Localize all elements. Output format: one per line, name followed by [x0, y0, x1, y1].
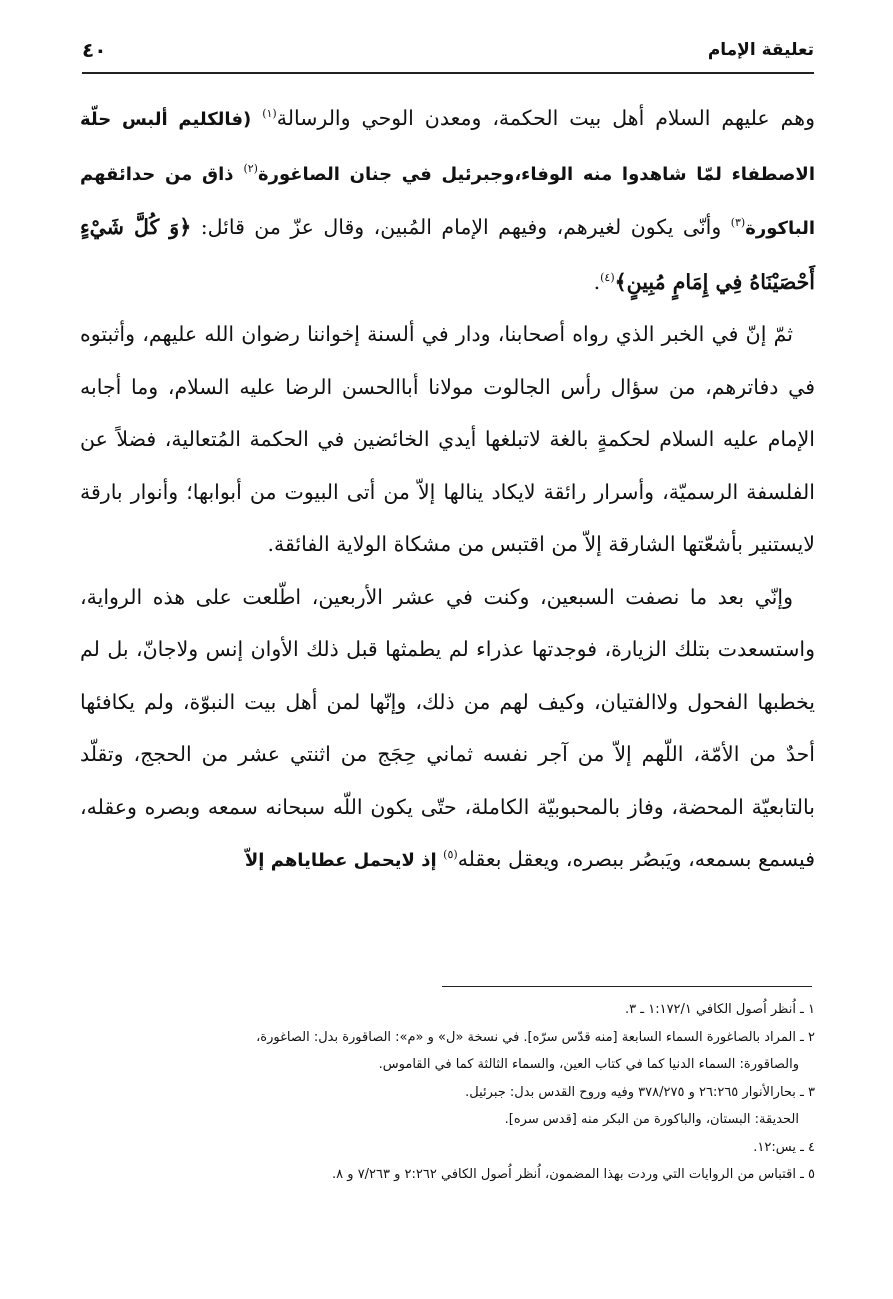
footnote-ref: (٥)	[443, 848, 458, 862]
main-text	[80, 92, 815, 888]
footnote-4: ٤ ـ يس:١٢.	[753, 1139, 815, 1155]
footnote-ref: (١)	[262, 107, 277, 121]
paragraph-2: ثمّ إنّ في الخبر الذي رواه أصحابنا، ودار في ألسنة إخواننا رضوان الله عليهم، وأثبتوه في دفاترهم، من سؤال رأس الجالوت مولانا أباالحسن الرضا عليه السلام، وما أجابه الإمام عليه السلام لحكمةٍ بالغة لاتبلغها أيدي الخائضين في الحكمة المُتعالية، فضلاً عن الفلسفة الرسميّة، وأسرار رائقة لايكاد ينالها إلاّ من أتى البيوت من أبوابها؛ وأنوار بارقة لايستنير بأشعّتها الشارقة إلاّ من اقتبس من مشكاة الولاية الفائقة.	[80, 322, 815, 556]
bold-quote: ذاق من حدائقهم الباكورة	[80, 163, 815, 239]
footnote-3-continued: الحديقة: البستان، والباكورة من البكر منه [قدس سره].	[504, 1112, 799, 1127]
footnote-ref: (٣)	[730, 216, 746, 230]
running-title: تعليقة الإمام	[707, 40, 814, 60]
footnote-ref: (٤)	[600, 270, 615, 284]
text-segment: إذ لايحمل عطاياهم إلاّ	[244, 850, 437, 871]
footnote-2: ٢ ـ المراد بالصاغورة السماء السابعة [منه قدّس سرّه]. في نسخة «ل» و «م»: الصاقورة بدل: الصاغورة،	[256, 1029, 815, 1045]
footnotes	[78, 996, 815, 1189]
text-segment: وأنّى يكون لغيرهم، وفيهم الإمام المُبين، وقال عزّ من قائل:	[200, 215, 722, 239]
page-number: ٤٠	[82, 38, 107, 62]
paragraph-3	[80, 571, 815, 888]
text-segment: .	[593, 269, 601, 294]
footnote-1: ١ ـ اُنظر اُصول الكافي ١:١٧٢/١ ـ ٣.	[625, 1002, 815, 1017]
footnote-2-continued: والصاقورة: السماء الدنيا كما في كتاب العين، والسماء الثالثة كما في القاموس.	[378, 1057, 799, 1072]
footnote-3: ٣ ـ بحارالأنوار ٢٦:٢٦٥ و ٣٧٨/٢٧٥ وفيه وروح القدس بدل: جبرئيل.	[465, 1084, 815, 1100]
running-header	[82, 28, 814, 74]
footnote-ref: (٢)	[243, 161, 258, 175]
text-segment: وهم عليهم السلام أهل بيت الحكمة، ومعدن الوحي والرسالة	[276, 106, 815, 130]
quran-verse: ﴿وَ كُلَّ شَيْءٍ أَحْصَيْنَاهُ فِي إِمَامٍ مُبِينٍ﴾	[80, 215, 815, 294]
paragraph-1	[80, 92, 815, 308]
footnote-5: ٥ ـ اقتباس من الروايات التي وردت بهذا المضمون، اُنظر اُصول الكافي ٢:٢٦٢ و ٧/٢٦٣ و ٨.	[332, 1167, 815, 1182]
bold-quote: (فالكليم ألبس حلّة الاصطفاء لمّا شاهدوا منه الوفاء،وجبرئيل في جنان الصاغورة	[80, 109, 815, 185]
text-segment: وإنّي بعد ما نصفت السبعين، وكنت في عشر الأربعين، اطّلعت على هذه الرواية، واستسعدت بتلك الزيارة، فوجدتها عذراء لم يطمثها قبل ذلك الأوان إنس ولاجانّ، بل لم يخطبها الفحول ولاالفتيان، وكيف لهم من ذلك، وإنّها لمن أهل بيت النبوّة، ولم يكافئها أحدٌ من الأمّة، اللّهم إلاّ من آجر نفسه ثماني حِجَج من اثنتي عشر من الحجج، وتقلّد بالتابعيّة المحضة، وفاز بالمحبوبيّة الكاملة، حتّى يكون اللّه سبحانه سمعه وبصره وعقله، فيسمع بسمعه، ويَبصُر ببصره، ويعقل بعقله	[80, 584, 815, 871]
footnote-divider	[442, 986, 812, 987]
